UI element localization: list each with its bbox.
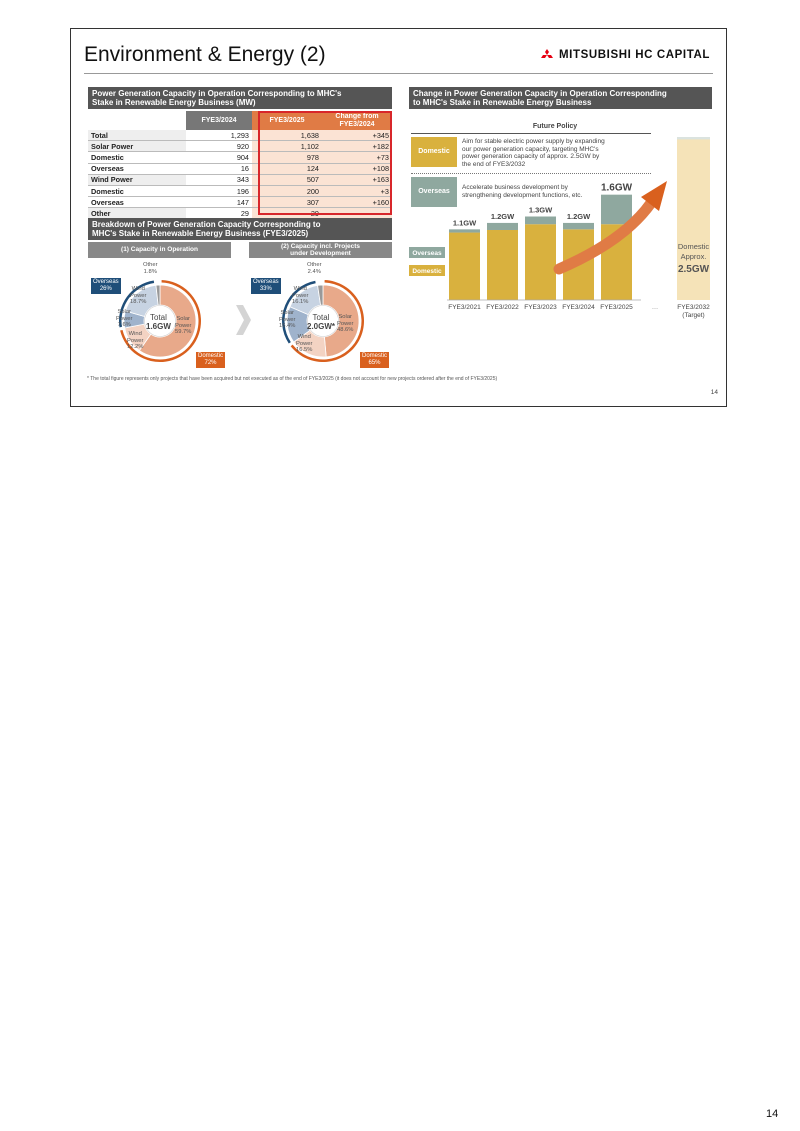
fye2025-highlight-box	[258, 111, 392, 215]
value-fye2024: 29	[186, 208, 252, 219]
x-tick-label: FYE3/2022	[486, 304, 519, 311]
value-change: +3	[322, 185, 392, 196]
bar-domestic	[449, 233, 480, 300]
bar-total-label: 1.3GW	[528, 205, 553, 215]
tab-capacity-in-operation: (1) Capacity in Operation	[88, 242, 231, 258]
legend-label: Overseas	[412, 250, 442, 257]
row-label: Domestic	[88, 185, 186, 196]
d2-solar-overseas-label: Solar Power 16.4%	[279, 310, 296, 329]
d1-domestic-tag: Domestic 72%	[198, 353, 224, 366]
d2-solar-domestic-label: Solar Power 48.6%	[337, 314, 354, 333]
d2-overseas-tag: Overseas 33%	[253, 279, 279, 292]
row-label: Other	[88, 208, 186, 219]
value-change: +160	[322, 197, 392, 208]
value-fye2025: 29	[252, 208, 322, 219]
value-change: +345	[322, 130, 392, 141]
value-fye2024: 343	[186, 174, 252, 185]
bar-total-label: 1.2GW	[490, 211, 515, 221]
page-number: 14	[766, 1108, 779, 1120]
row-label: Total	[88, 130, 186, 141]
bar-domestic	[487, 230, 518, 300]
value-fye2025: 307	[252, 197, 322, 208]
bar-overseas	[449, 229, 480, 232]
d1-total-label: Total 1.6GW	[146, 313, 171, 331]
value-fye2024: 16	[186, 163, 252, 174]
value-fye2024: 904	[186, 152, 252, 163]
row-label: Solar Power	[88, 141, 186, 152]
x-tick-label: FYE3/2024	[562, 304, 595, 311]
d1-solar-overseas-label: Solar Power 7.6%	[116, 309, 133, 328]
d2-domestic-tag: Domestic 65%	[362, 353, 388, 366]
value-change: +182	[322, 141, 392, 152]
d1-other-label: Other 1.8%	[143, 262, 158, 275]
col-header-change: Change from FYE3/2024	[322, 111, 392, 130]
x-tick-label: FYE3/2021	[448, 304, 481, 311]
policy-overseas-text: Accelerate business development by strengthening development functions, etc.	[462, 184, 583, 199]
table-section-heading: Power Generation Capacity in Operation Corresponding to MHC's Stake in Renewable Energy Business (MW)	[88, 87, 392, 109]
col-header-fye2025: FYE3/2025	[252, 111, 322, 130]
policy-divider	[411, 173, 651, 174]
d1-solar-domestic-label: Solar Power 59.7%	[175, 316, 192, 335]
bar-overseas	[563, 223, 594, 229]
change-section-heading: Change in Power Generation Capacity in Operation Corresponding to MHC's Stake in Renewable Energy Business	[409, 87, 712, 109]
footnote: * The total figure represents only projects that have been acquired but not executed as of the end of FYE3/2025 (it does not account for new projects ordered after the end of FYE3/2025)	[87, 376, 498, 382]
value-fye2025: 978	[252, 152, 322, 163]
x-tick-label: (Target)	[682, 312, 705, 319]
slide-title: Environment & Energy (2)	[84, 43, 326, 66]
bar-total-label: 1.6GW	[600, 182, 633, 194]
value-fye2024: 920	[186, 141, 252, 152]
d2-wind-overseas-label: Wind Power 16.1%	[292, 286, 309, 305]
three-diamonds-icon	[540, 49, 554, 61]
row-label: Wind Power	[88, 174, 186, 185]
row-label: Overseas	[88, 163, 186, 174]
policy-overseas-tag: Overseas	[411, 177, 457, 207]
value-change: -	[322, 208, 392, 219]
legend-label: Domestic	[412, 268, 442, 275]
tab-capacity-incl-development: (2) Capacity incl. Projects under Development	[249, 242, 392, 258]
value-fye2025: 1,102	[252, 141, 322, 152]
bar-total-label: 1.1GW	[452, 218, 477, 228]
policy-domestic-tag: Domestic	[411, 137, 457, 167]
d2-other-label: Other 2.4%	[307, 262, 322, 275]
bar-domestic	[525, 224, 556, 300]
d2-wind-domestic-label: Wind Power 16.5%	[296, 334, 313, 353]
bar-domestic	[677, 139, 710, 300]
d2-total-label: Total 2.0GW*	[307, 313, 336, 331]
target-label: Approx.	[680, 252, 707, 261]
slide-page-number: 14	[710, 389, 718, 396]
table-corner	[88, 111, 186, 130]
value-fye2024: 196	[186, 185, 252, 196]
col-header-fye2024: FYE3/2024	[186, 111, 252, 130]
value-change: +108	[322, 163, 392, 174]
value-fye2025: 124	[252, 163, 322, 174]
title-divider	[84, 73, 713, 74]
x-tick-label: FYE3/2023	[524, 304, 557, 311]
policy-top-rule	[411, 133, 651, 134]
d1-wind-overseas-label: Wind Power 18.7%	[130, 286, 147, 305]
value-fye2024: 1,293	[186, 130, 252, 141]
value-fye2025: 1,638	[252, 130, 322, 141]
d1-wind-domestic-label: Wind Power 12.2%	[127, 331, 144, 350]
axis-ellipsis: …	[651, 304, 659, 311]
value-fye2025: 507	[252, 174, 322, 185]
row-label: Domestic	[88, 152, 186, 163]
row-label: Overseas	[88, 197, 186, 208]
value-fye2024: 147	[186, 197, 252, 208]
slide	[70, 28, 727, 407]
value-change: +73	[322, 152, 392, 163]
d1-overseas-tag: Overseas 26%	[93, 279, 119, 292]
x-tick-label: FYE3/2032	[677, 304, 710, 311]
future-policy-title: Future Policy	[532, 123, 578, 130]
x-tick-label: FYE3/2025	[600, 304, 633, 311]
company-logo	[540, 49, 710, 61]
bar-overseas	[525, 217, 556, 225]
bar-total-label: 1.2GW	[566, 211, 591, 221]
logo-text: MITSUBISHI HC CAPITAL	[558, 49, 710, 61]
breakdown-heading: Breakdown of Power Generation Capacity Corresponding to MHC's Stake in Renewable Energy Business (FYE3/2025)	[88, 218, 392, 240]
bar-overseas	[487, 223, 518, 230]
value-change: +163	[322, 174, 392, 185]
policy-domestic-text: Aim for stable electric power supply by expanding our power generation capacity, targeting MHC's power generation capacity of approx. 2.5GW by the end of FYE3/2032	[462, 138, 605, 168]
chevron-right-icon	[236, 305, 251, 335]
target-label: 2.5GW	[677, 264, 710, 275]
target-label: Domestic	[677, 242, 710, 251]
value-fye2025: 200	[252, 185, 322, 196]
bar-overseas	[601, 195, 632, 225]
